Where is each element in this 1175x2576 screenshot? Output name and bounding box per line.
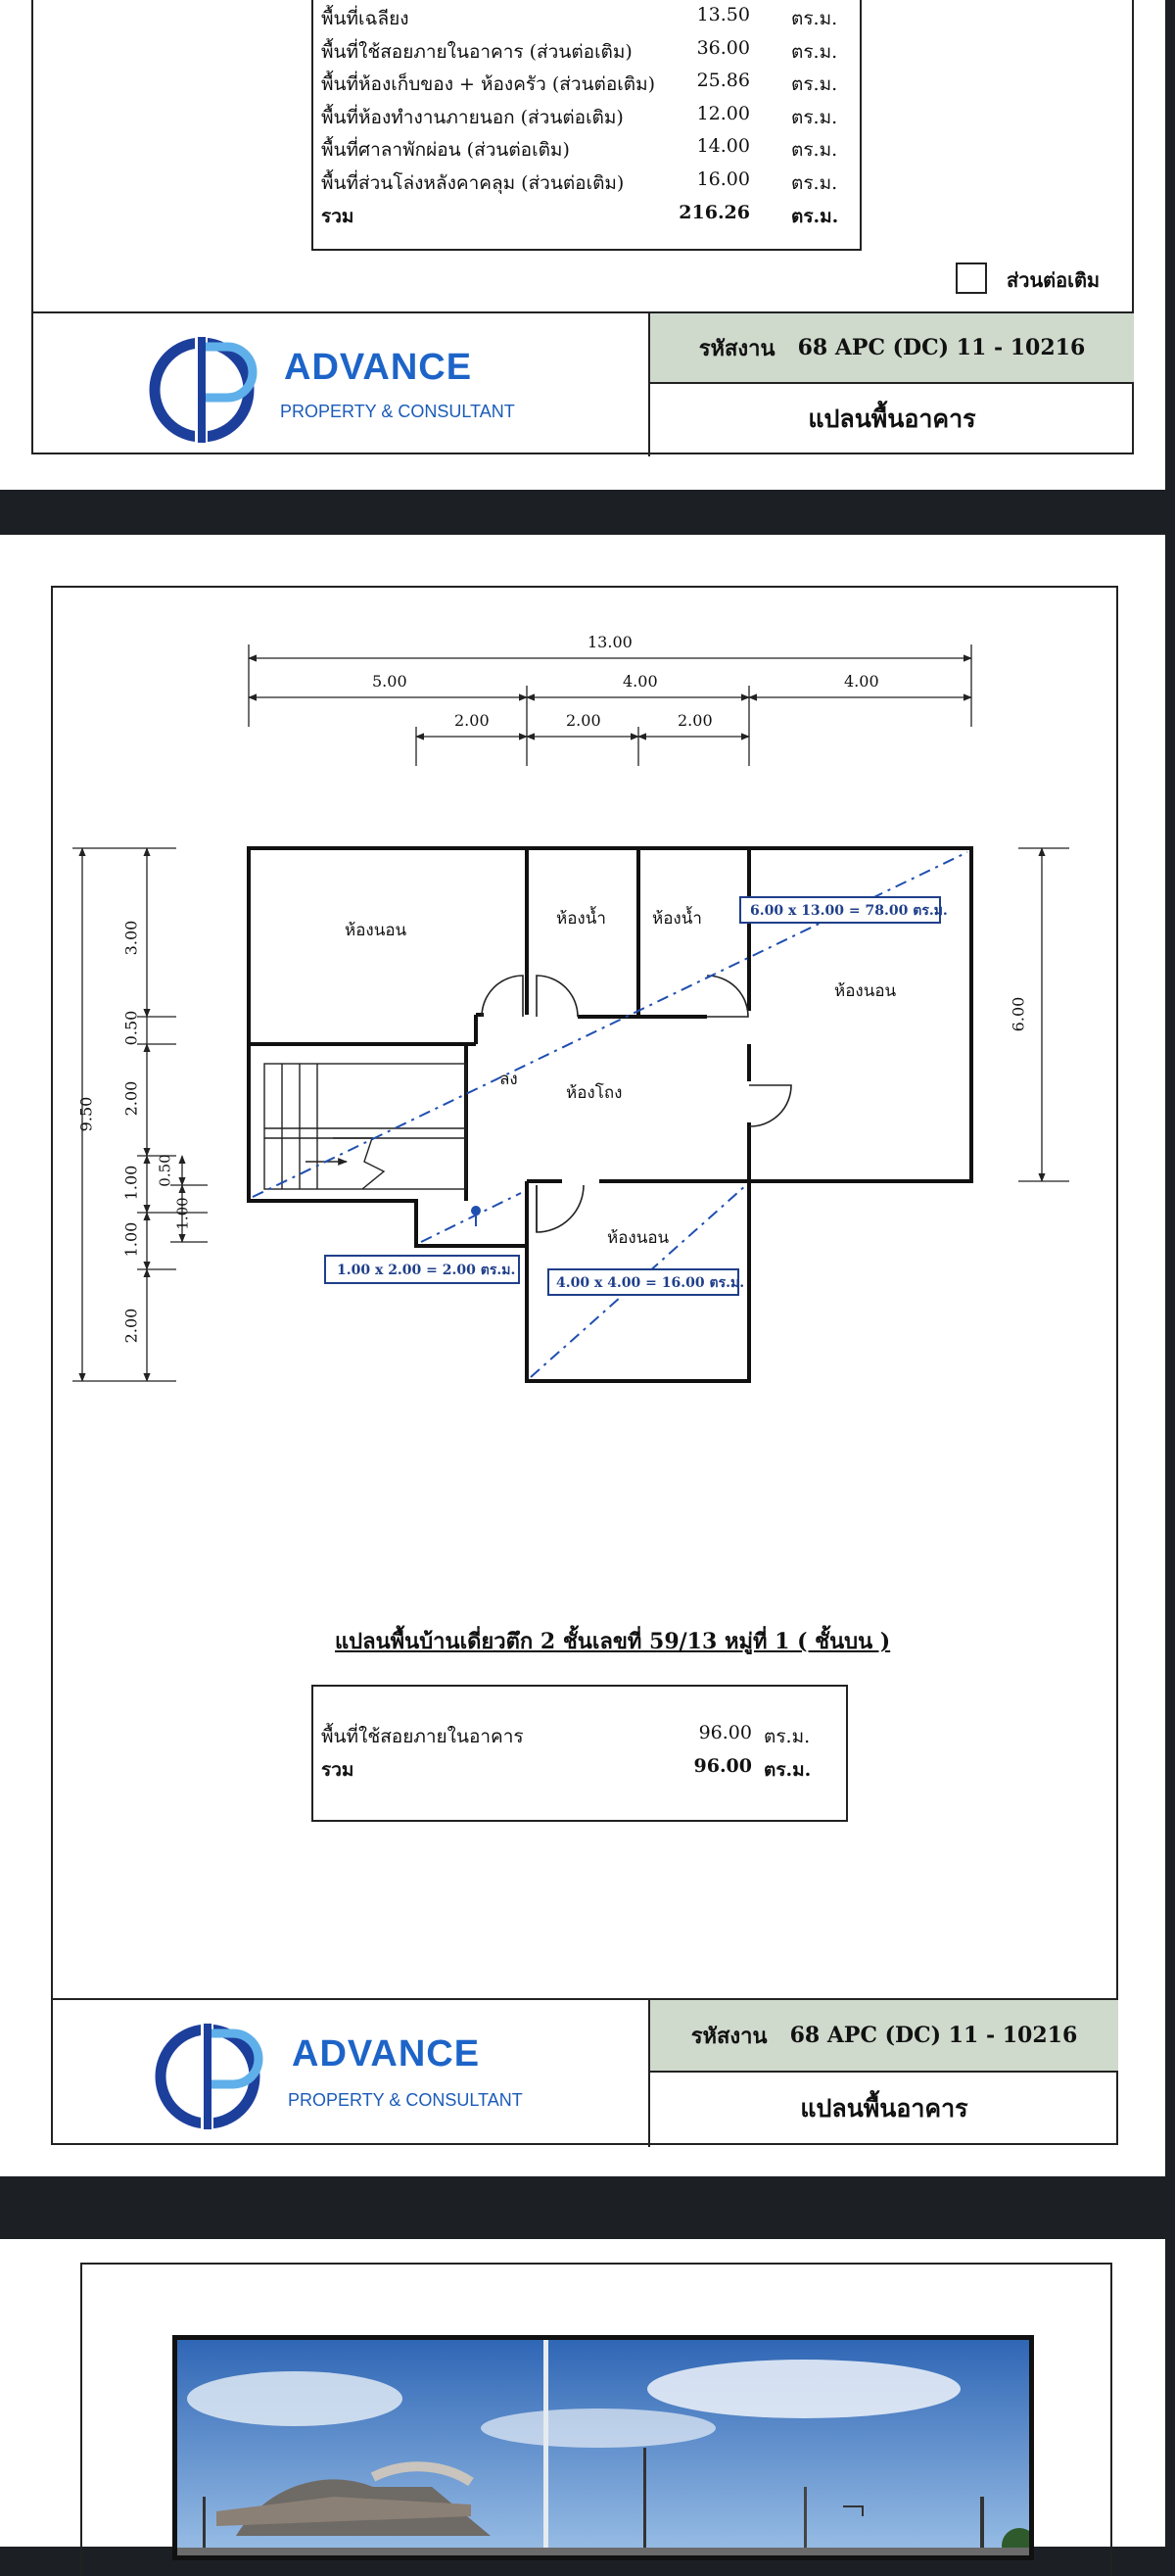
property-photo-image bbox=[177, 2340, 1034, 2560]
room-bedroom-2: ห้องนอน bbox=[834, 981, 897, 1001]
area-row-unit: ตร.ม. bbox=[791, 107, 838, 128]
page-1-area-table bbox=[311, 0, 862, 251]
job-code-value: 68 APC (DC) 11 - 10216 bbox=[797, 335, 1086, 360]
company-name: ADVANCE bbox=[284, 347, 473, 388]
dim-top-row2: 4.00 bbox=[844, 672, 879, 691]
area-row-unit: ตร.ม. bbox=[791, 73, 838, 95]
property-photo bbox=[172, 2335, 1034, 2560]
room-bedroom-3: ห้องนอน bbox=[607, 1228, 670, 1248]
dim-left-col3: 0.50 bbox=[156, 1154, 174, 1187]
area-total-unit: ตร.ม. bbox=[791, 206, 839, 227]
dim-left-overall: 9.50 bbox=[76, 1096, 96, 1132]
job-code-value: 68 APC (DC) 11 - 10216 bbox=[789, 2023, 1078, 2048]
area-total-label: รวม bbox=[321, 206, 354, 227]
page-1-titleblock bbox=[31, 311, 1134, 454]
company-subtitle: PROPERTY & CONSULTANT bbox=[280, 402, 515, 421]
area-total-label: รวม bbox=[321, 1759, 354, 1781]
area-total-value: 96.00 bbox=[693, 1755, 752, 1777]
job-code-label: รหัสงาน bbox=[698, 335, 776, 361]
calc-label: 1.00 x 2.00 = 2.00 ตร.ม. bbox=[337, 1263, 516, 1278]
area-row-value: 25.86 bbox=[696, 70, 750, 91]
dim-right: 6.00 bbox=[1009, 996, 1028, 1032]
area-row-label: พื้นที่ศาลาพักผ่อน (ส่วนต่อเติม) bbox=[321, 139, 570, 161]
area-row-label: พื้นที่ใช้สอยภายในอาคาร (ส่วนต่อเติม) bbox=[321, 41, 633, 63]
dim-top-row3: 2.00 bbox=[566, 711, 601, 730]
job-code bbox=[650, 2000, 1118, 2071]
dim-left-col2: 2.00 bbox=[121, 1308, 141, 1344]
addition-legend-box bbox=[956, 262, 987, 294]
area-row-value: 96.00 bbox=[698, 1722, 752, 1743]
dim-top-row3: 2.00 bbox=[454, 711, 490, 730]
area-row-unit: ตร.ม. bbox=[791, 8, 838, 29]
dim-left-col2: 1.00 bbox=[121, 1221, 141, 1258]
dim-left-col2: 1.00 bbox=[121, 1165, 141, 1201]
dim-left-col3: 1.00 bbox=[173, 1197, 192, 1230]
area-row-unit: ตร.ม. bbox=[791, 172, 838, 194]
dim-top-row2: 4.00 bbox=[623, 672, 658, 691]
page-1-sheet bbox=[0, 0, 1165, 490]
stair-down-label: ลง bbox=[499, 1070, 518, 1089]
area-row-unit: ตร.ม. bbox=[764, 1726, 811, 1747]
area-total-value: 216.26 bbox=[679, 202, 750, 223]
area-row-value: 12.00 bbox=[696, 103, 750, 124]
area-row-unit: ตร.ม. bbox=[791, 41, 838, 63]
stair bbox=[264, 1064, 466, 1189]
company-logo-icon bbox=[147, 329, 262, 447]
job-code-label: รหัสงาน bbox=[690, 2023, 768, 2049]
calc-label: 6.00 x 13.00 = 78.00 ตร.ม. bbox=[750, 903, 948, 919]
dim-top-row3: 2.00 bbox=[678, 711, 713, 730]
page-2-titleblock bbox=[51, 1998, 1118, 2145]
area-row-label: พื้นที่ใช้สอยภายในอาคาร bbox=[321, 1726, 524, 1747]
company-logo-icon bbox=[153, 2016, 268, 2133]
addition-legend-label: ส่วนต่อเติม bbox=[1007, 268, 1101, 292]
sheet-name: แปลนพื้นอาคาร bbox=[800, 2094, 968, 2123]
dim-left-col2: 2.00 bbox=[121, 1080, 141, 1117]
plan-title: แปลนพื้นบ้านเดี่ยวตึก 2 ชั้นเลขที่ 59/13 หมู่ที่ 1 ( ชั้นบน ) bbox=[335, 1629, 891, 1654]
company-subtitle: PROPERTY & CONSULTANT bbox=[288, 2090, 523, 2110]
room-bathroom-1: ห้องน้ำ bbox=[556, 909, 606, 929]
area-total-unit: ตร.ม. bbox=[764, 1759, 812, 1781]
area-row-value: 14.00 bbox=[696, 135, 750, 157]
dim-top-overall: 13.00 bbox=[588, 633, 633, 651]
area-row-value: 16.00 bbox=[696, 168, 750, 190]
area-row-unit: ตร.ม. bbox=[791, 139, 838, 161]
calc-label: 4.00 x 4.00 = 16.00 ตร.ม. bbox=[556, 1275, 745, 1291]
area-row-value: 36.00 bbox=[696, 37, 750, 59]
area-row-value: 13.50 bbox=[696, 4, 750, 25]
room-bedroom-1: ห้องนอน bbox=[345, 921, 407, 940]
job-code bbox=[650, 313, 1134, 382]
area-row-label: พื้นที่ห้องเก็บของ + ห้องครัว (ส่วนต่อเติม) bbox=[321, 73, 656, 95]
area-row-label: พื้นที่ห้องทำงานภายนอก (ส่วนต่อเติม) bbox=[321, 107, 624, 128]
sheet-name: แปลนพื้นอาคาร bbox=[808, 405, 976, 433]
top-dimensions bbox=[249, 644, 971, 766]
room-hall: ห้องโถง bbox=[566, 1083, 623, 1103]
dim-top-row2: 5.00 bbox=[372, 672, 407, 691]
company-name: ADVANCE bbox=[292, 2033, 481, 2075]
page-3-sheet bbox=[0, 2239, 1165, 2547]
room-bathroom-2: ห้องน้ำ bbox=[652, 909, 702, 929]
dim-left-col2: 3.00 bbox=[121, 920, 141, 956]
page-2-sheet bbox=[0, 535, 1165, 2176]
area-row-label: พื้นที่ส่วนโล่งหลังคาคลุม (ส่วนต่อเติม) bbox=[321, 172, 625, 194]
page-2-area-table bbox=[311, 1685, 848, 1822]
dim-left-col2: 0.50 bbox=[121, 1010, 141, 1046]
area-row-label: พื้นที่เฉลียง bbox=[321, 8, 409, 29]
